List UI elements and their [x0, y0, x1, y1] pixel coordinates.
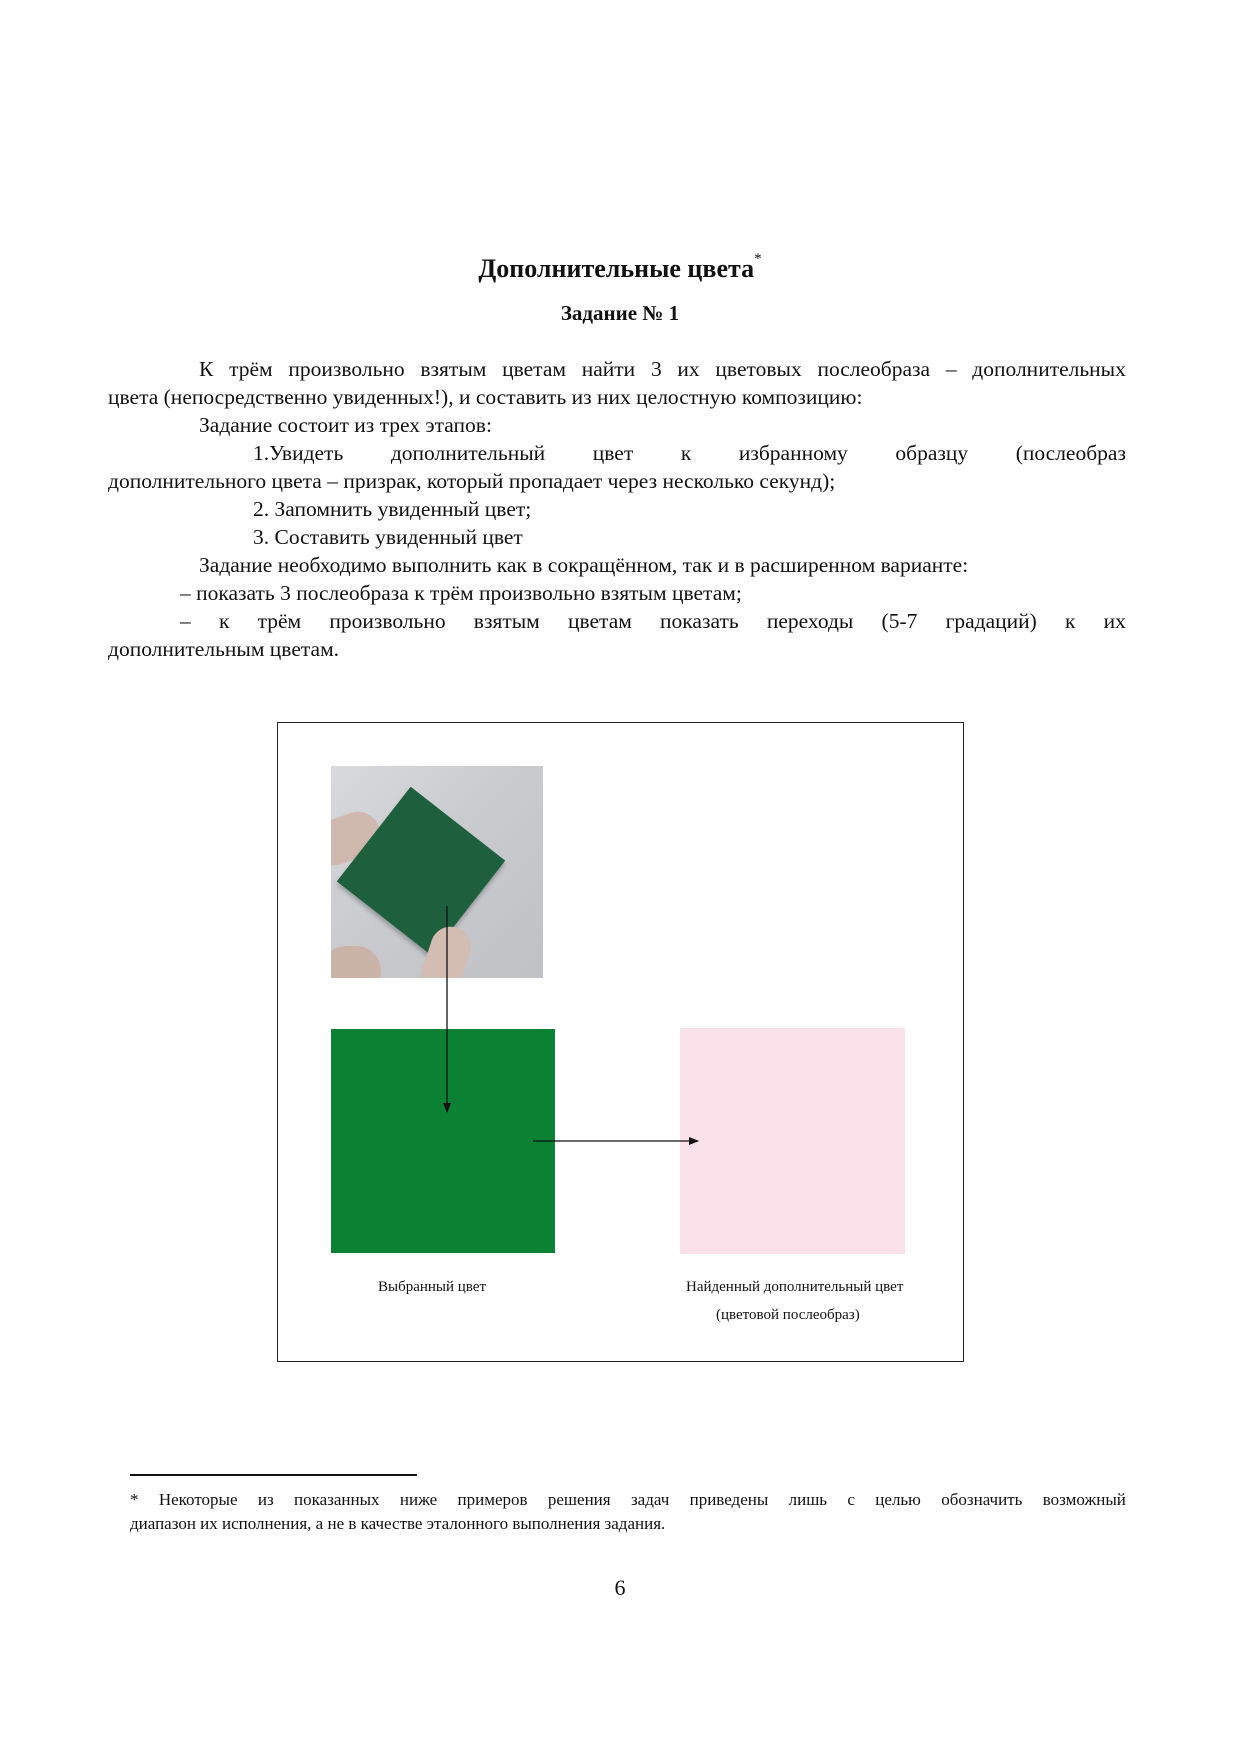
word: лишь — [788, 1490, 828, 1509]
word: их — [1103, 609, 1126, 633]
step-2: 2. Запомнить увиденный цвет; — [253, 497, 532, 521]
word: трём — [229, 357, 273, 381]
word: * — [130, 1490, 139, 1509]
word: цветам — [502, 357, 566, 381]
page-number: 6 — [614, 1575, 626, 1600]
word: – — [180, 609, 191, 633]
word: показанных — [294, 1490, 380, 1509]
word: к — [680, 441, 692, 465]
step-1-line-1 — [253, 439, 1126, 467]
word: решения — [547, 1490, 611, 1509]
word: произвольно — [288, 357, 405, 381]
caption-selected-color: Выбранный цвет — [378, 1279, 487, 1295]
task-subtitle: Задание № 1 — [560, 301, 680, 325]
word: взятым — [420, 357, 487, 381]
word: дополнительных — [972, 357, 1126, 381]
arrows — [278, 723, 965, 1363]
bullet-2-line-1 — [180, 607, 1126, 635]
word: – — [945, 357, 957, 381]
word: из — [257, 1490, 274, 1509]
word: возможный — [1042, 1490, 1126, 1509]
page-title — [0, 251, 1240, 284]
word: К — [199, 357, 214, 381]
word: целью — [875, 1490, 921, 1509]
word: примеров — [457, 1490, 528, 1509]
word: цветовых — [715, 357, 802, 381]
caption-afterimage: (цветовой послеобраз) — [716, 1307, 860, 1323]
word: 1.Увидеть — [253, 441, 344, 465]
footnote-line-2: диапазон их исполнения, а не в качестве эталонного выполнения задания. — [130, 1514, 666, 1533]
word: избранному — [738, 441, 848, 465]
word: дополнительный — [390, 441, 546, 465]
word: показать — [660, 609, 739, 633]
word: трём — [257, 609, 302, 633]
word: приведены — [689, 1490, 769, 1509]
footnote-divider — [130, 1474, 417, 1476]
word: образцу — [895, 441, 969, 465]
paragraph-1-line-2: цвета (непосредственно увиденных!), и составить из них целостную композицию: — [108, 385, 863, 409]
paragraph-1-line-1 — [199, 355, 1126, 383]
bullet-1: – показать 3 послеобраза к трём произвольно взятым цветам; — [180, 581, 742, 605]
bullet-2-line-2: дополнительным цветам. — [108, 637, 340, 661]
word: их — [677, 357, 700, 381]
word: к — [218, 609, 230, 633]
word: градаций) — [945, 609, 1037, 633]
word: 3 — [650, 357, 662, 381]
paragraph-3: Задание необходимо выполнить как в сокращённом, так и в расширенном варианте: — [199, 553, 969, 577]
word: обозначить — [941, 1490, 1023, 1509]
word: переходы — [766, 609, 854, 633]
word: (послеобраз — [1015, 441, 1126, 465]
step-1-line-2: дополнительного цвета – призрак, который пропадает через несколько секунд); — [108, 469, 836, 493]
word: к — [1065, 609, 1076, 633]
footnote-line-1 — [130, 1488, 1126, 1512]
word: найти — [581, 357, 636, 381]
word: произвольно — [329, 609, 446, 633]
word: (5-7 — [881, 609, 918, 633]
word: взятым — [473, 609, 540, 633]
paragraph-2: Задание состоит из трех этапов: — [199, 413, 492, 437]
word: послеобраза — [817, 357, 931, 381]
caption-found-color: Найденный дополнительный цвет — [686, 1279, 904, 1295]
footnote-marker: * — [754, 251, 762, 268]
step-3: 3. Составить увиденный цвет — [253, 525, 523, 549]
illustration-frame — [277, 722, 964, 1362]
word: задач — [630, 1490, 670, 1509]
word: цветам — [567, 609, 632, 633]
word: цвет — [592, 441, 634, 465]
word: Некоторые — [158, 1490, 238, 1509]
title-text: Дополнительные цвета — [478, 254, 755, 283]
word: ниже — [399, 1490, 438, 1509]
word: с — [847, 1490, 855, 1509]
